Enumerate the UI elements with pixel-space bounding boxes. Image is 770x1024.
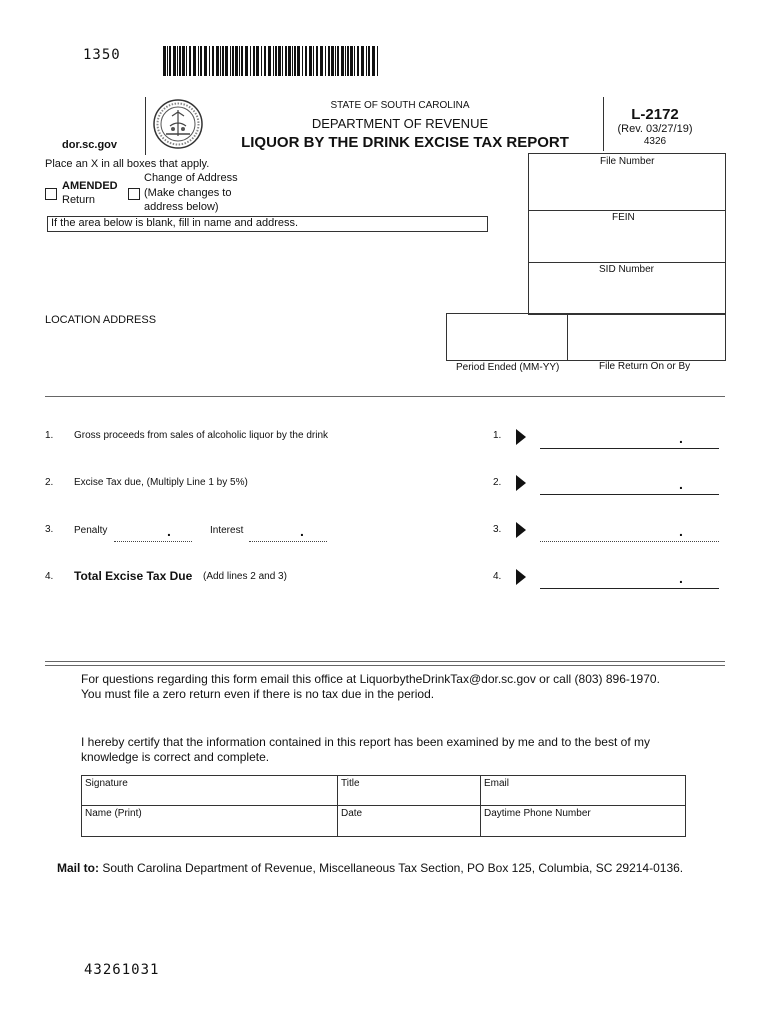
- department-name: DEPARTMENT OF REVENUE: [311, 116, 489, 131]
- decimal-point: .: [679, 523, 683, 539]
- certify-line-2: knowledge is correct and complete.: [81, 750, 270, 764]
- title-field[interactable]: [338, 776, 480, 805]
- line-1-amount[interactable]: [540, 448, 719, 449]
- fein-label: FEIN: [612, 212, 635, 223]
- decimal-point: .: [679, 570, 683, 586]
- change-address-line1: Change of Address: [144, 172, 238, 184]
- divider-sid: [529, 262, 725, 263]
- file-number-label: File Number: [600, 156, 655, 167]
- contact-line-2: You must file a zero return even if there is no tax due in the period.: [81, 687, 435, 701]
- line-2-number: 2.: [45, 477, 54, 488]
- sid-number-field[interactable]: [529, 276, 723, 312]
- line-1-label: Gross proceeds from sales of alcoholic liquor by the drink: [74, 430, 329, 441]
- form-code-bottom: 43261031: [84, 962, 160, 978]
- file-return-label: File Return On or By: [599, 361, 691, 372]
- file-number-field[interactable]: [529, 165, 723, 209]
- date-label: Date: [341, 808, 363, 819]
- title-label: Title: [341, 778, 360, 789]
- divider-fein: [529, 210, 725, 211]
- barcode-icon: [163, 46, 381, 76]
- line-4-number: 4.: [45, 571, 54, 582]
- period-ended-label: Period Ended (MM-YY): [456, 362, 560, 373]
- name-address-box[interactable]: [47, 216, 488, 232]
- date-field[interactable]: [338, 806, 480, 835]
- decimal-point: .: [679, 430, 683, 446]
- penalty-amount[interactable]: [114, 541, 192, 542]
- period-ended-field[interactable]: [446, 313, 568, 361]
- section-divider: [45, 396, 725, 397]
- line-3-number: 3.: [45, 524, 54, 535]
- line-3-amount[interactable]: [540, 541, 719, 542]
- change-of-address-checkbox[interactable]: [128, 188, 140, 200]
- interest-amount[interactable]: [249, 541, 327, 542]
- change-address-line3: address below): [144, 201, 219, 213]
- line-2-amount[interactable]: [540, 494, 719, 495]
- place-x-instruction: Place an X in all boxes that apply.: [45, 158, 210, 170]
- line-2-ref: 2.: [493, 477, 502, 488]
- email-field[interactable]: [481, 776, 684, 805]
- line-1-ref: 1.: [493, 430, 502, 441]
- header-divider-right: [603, 97, 604, 151]
- interest-label: Interest: [210, 525, 244, 536]
- amended-checkbox[interactable]: [45, 188, 57, 200]
- line-4-label-bold: Total Excise Tax Due: [74, 569, 193, 583]
- line-4-amount[interactable]: [540, 588, 719, 589]
- signature-field[interactable]: [82, 776, 337, 805]
- decimal-point: .: [167, 523, 171, 539]
- line-arrow-icon: [516, 569, 526, 585]
- line-1-number: 1.: [45, 430, 54, 441]
- decimal-point: .: [300, 523, 304, 539]
- header-divider-left: [145, 97, 146, 155]
- state-seal-icon: [152, 98, 204, 150]
- change-address-line2: (Make changes to: [144, 187, 232, 199]
- form-number: L-2172: [631, 106, 679, 123]
- line-4-ref: 4.: [493, 571, 502, 582]
- location-address-label: LOCATION ADDRESS: [45, 314, 157, 326]
- line-2-label: Excise Tax due, (Multiply Line 1 by 5%): [74, 477, 248, 488]
- penalty-label: Penalty: [74, 525, 108, 536]
- line-arrow-icon: [516, 429, 526, 445]
- mail-to-label: Mail to:: [57, 861, 99, 875]
- website: dor.sc.gov: [62, 139, 118, 151]
- line-arrow-icon: [516, 475, 526, 491]
- contact-line-1: For questions regarding this form email this office at LiquorbytheDrinkTax@dor.sc.gov or call (803) 896-1970.: [81, 672, 660, 686]
- form-id: 4326: [643, 136, 667, 147]
- form-code-top: 1350: [83, 47, 121, 63]
- name-print-field[interactable]: [82, 806, 337, 835]
- line-3-ref: 3.: [493, 524, 502, 535]
- email-label: Email: [484, 778, 510, 789]
- line-4-label-rest: (Add lines 2 and 3): [203, 571, 287, 582]
- line-arrow-icon: [516, 522, 526, 538]
- page-title: LIQUOR BY THE DRINK EXCISE TAX REPORT: [241, 134, 569, 151]
- detach-line: [45, 661, 725, 666]
- phone-field[interactable]: [481, 806, 684, 835]
- file-return-date-field[interactable]: [567, 313, 726, 361]
- amended-label: AMENDED: [62, 180, 118, 192]
- signature-label: Signature: [85, 778, 128, 789]
- mail-to-address: South Carolina Department of Revenue, Miscellaneous Tax Section, PO Box 125, Columbia, SC 29214-0136.: [102, 861, 684, 875]
- state-name: STATE OF SOUTH CAROLINA: [330, 100, 470, 111]
- mail-to-line: [57, 861, 683, 875]
- certify-line-1: I hereby certify that the information contained in this report has been examined by me and to the best of my: [81, 735, 650, 749]
- decimal-point: .: [679, 476, 683, 492]
- blank-area-note: If the area below is blank, fill in name and address.: [51, 217, 299, 229]
- sid-number-label: SID Number: [599, 264, 655, 275]
- amended-sub-label: Return: [62, 194, 96, 206]
- name-print-label: Name (Print): [85, 808, 142, 819]
- form-revision: (Rev. 03/27/19): [617, 123, 693, 135]
- phone-label: Daytime Phone Number: [484, 808, 591, 819]
- fein-field[interactable]: [529, 224, 723, 260]
